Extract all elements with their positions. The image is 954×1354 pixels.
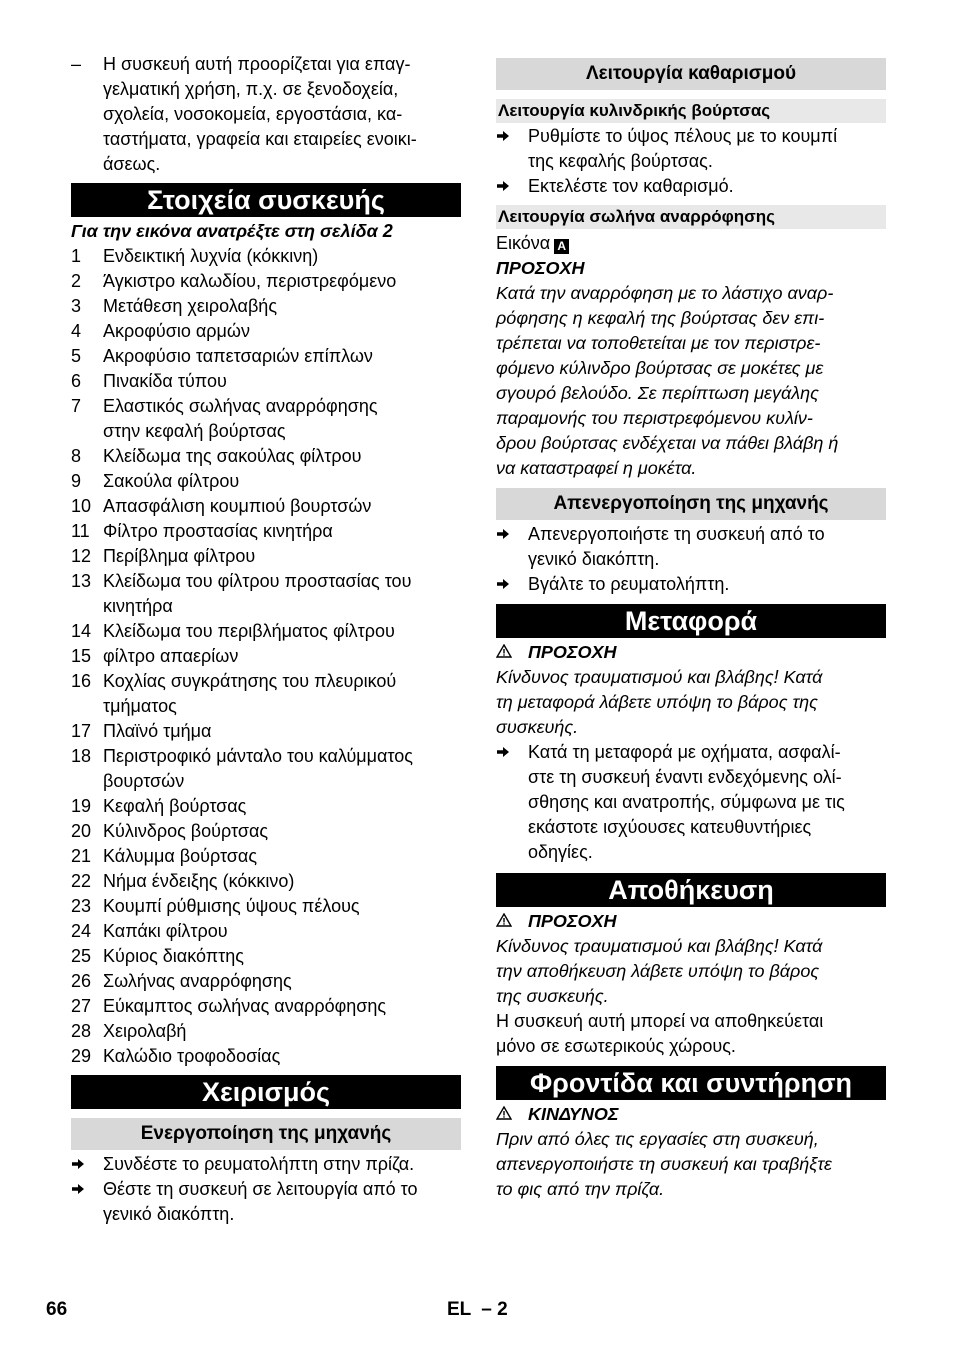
text-line: Κύριος διακόπτης <box>103 946 244 966</box>
item-number: 1 <box>71 246 82 266</box>
parts-list-item <box>71 344 461 369</box>
storage-text <box>496 1009 886 1059</box>
item-label <box>103 919 228 944</box>
dash-bullet: – <box>71 54 82 74</box>
item-label <box>103 519 333 544</box>
text-line: Ρυθμίστε το ύψος πέλους με το κουμπί <box>528 126 838 146</box>
item-number: 11 <box>71 521 90 541</box>
parts-list-item <box>71 919 461 944</box>
item-number: 19 <box>71 796 92 816</box>
subsubsection-title-roller: Λειτουργία κυλινδρικής βούρτσας <box>496 99 886 123</box>
right-arrow-icon <box>496 740 528 865</box>
text-line: ρόφησης η κεφαλή της βούρτσας δεν επι- <box>496 308 825 328</box>
step-item <box>496 740 886 865</box>
right-arrow-icon <box>496 522 528 572</box>
item-label <box>103 544 255 569</box>
start-steps <box>71 1152 461 1227</box>
subsection-title-start: Ενεργοποίηση της μηχανής <box>71 1118 461 1150</box>
item-label <box>103 294 277 319</box>
item-label <box>103 969 292 994</box>
parts-list-item <box>71 894 461 919</box>
item-label <box>103 369 227 394</box>
text-line: να καταστραφεί η μοκέτα. <box>496 458 697 478</box>
parts-list-item <box>71 569 461 619</box>
text-line: Εύκαμπτος σωλήνας αναρρόφησης <box>103 996 387 1016</box>
item-number: 25 <box>71 946 92 966</box>
parts-list-item <box>71 319 461 344</box>
step-item <box>496 124 886 174</box>
text-line: της κεφαλής βούρτσας. <box>528 151 713 171</box>
text-line: Πλαϊνό τμήμα <box>103 721 212 741</box>
text-line: Άγκιστρο καλωδίου, περιστρεφόμενο <box>103 271 397 291</box>
item-number: 15 <box>71 646 92 666</box>
parts-list-item <box>71 519 461 544</box>
care-danger-heading <box>496 1102 886 1127</box>
text-line: Συνδέστε το ρευματολήπτη στην πρίζα. <box>103 1154 415 1174</box>
text-line: Κουμπί ρύθμισης ύψους πέλους <box>103 896 360 916</box>
parts-list-item <box>71 844 461 869</box>
figure-label: Εικόνα <box>496 233 551 253</box>
parts-list-item <box>71 669 461 719</box>
text-line: Πινακίδα τύπου <box>103 371 227 391</box>
right-arrow-icon <box>71 1177 103 1227</box>
parts-list-item <box>71 369 461 394</box>
parts-list-item <box>71 644 461 669</box>
item-label <box>103 619 395 644</box>
text-line: Εκτελέστε τον καθαρισμό. <box>528 176 734 196</box>
text-line: Μετάθεση χειρολαβής <box>103 296 277 316</box>
section-title-transport: Μεταφορά <box>496 604 886 638</box>
item-number: 26 <box>71 971 92 991</box>
right-arrow-icon <box>496 174 528 199</box>
figure-reference: Για την εικόνα ανατρέξτε στη σελίδα 2 <box>71 221 393 241</box>
text-line: εκάστοτε ισχύουσες κατευθυντήριες <box>528 817 812 837</box>
text-line: Χειρολαβή <box>103 1021 187 1041</box>
text-line: τη μεταφορά λάβετε υπόψη το βάρος της <box>496 692 818 712</box>
text-line: Κλείδωμα της σακούλας φίλτρου <box>103 446 362 466</box>
text-line: Κάλυμμα βούρτσας <box>103 846 257 866</box>
item-label <box>103 494 371 519</box>
transport-steps <box>496 740 886 865</box>
parts-list-item <box>71 294 461 319</box>
item-number: 6 <box>71 371 82 391</box>
item-number: 16 <box>71 671 92 691</box>
text-line: Ελαστικός σωλήνας αναρρόφησης <box>103 396 378 416</box>
item-label <box>103 869 294 894</box>
caution-text <box>496 665 886 740</box>
section-title-operation: Χειρισμός <box>71 1075 461 1109</box>
warning-triangle-icon <box>496 640 528 665</box>
intro-text <box>103 52 417 177</box>
parts-list-item <box>71 269 461 294</box>
parts-list-item <box>71 544 461 569</box>
text-line: Κύλινδρος βούρτσας <box>103 821 269 841</box>
caution-label: ΠΡΟΣΟΧΗ <box>528 642 617 662</box>
parts-list-item <box>71 244 461 269</box>
item-label <box>103 469 239 494</box>
item-number: 28 <box>71 1021 92 1041</box>
text-line: Πριν από όλες τις εργασίες στη συσκευή, <box>496 1129 819 1149</box>
text-line: σθησης και ανατροπής, σύμφωνα με τις <box>528 792 845 812</box>
item-number: 5 <box>71 346 82 366</box>
step-item <box>71 1177 461 1227</box>
step-text <box>528 522 825 572</box>
step-text <box>528 174 734 199</box>
right-arrow-icon <box>496 572 528 597</box>
text-line: Κλείδωμα του φίλτρου προστασίας του <box>103 571 412 591</box>
item-number: 20 <box>71 821 92 841</box>
step-text <box>528 740 845 865</box>
text-line: μόνο σε εσωτερικούς χώρους. <box>496 1036 736 1056</box>
caution-label: ΠΡΟΣΟΧΗ <box>496 258 585 278</box>
item-number: 17 <box>71 721 92 741</box>
section-title-elements: Στοιχεία συσκευής <box>71 183 461 217</box>
text-line: τμήματος <box>103 696 177 716</box>
item-number: 29 <box>71 1046 92 1066</box>
text-line: σγουρό βελούδο. Σε περίπτωση μεγάλης <box>496 383 819 403</box>
transport-caution-heading <box>496 640 886 665</box>
parts-list-item <box>71 1044 461 1069</box>
warning-triangle-icon <box>496 1102 528 1127</box>
text-line: συσκευής. <box>496 717 579 737</box>
section-title-care: Φροντίδα και συντήρηση <box>496 1066 886 1100</box>
item-label <box>103 669 396 719</box>
item-label <box>103 269 396 294</box>
parts-list <box>71 244 461 1069</box>
text-line: άσεως. <box>103 154 161 174</box>
text-line: Ακροφύσιο αρμών <box>103 321 250 341</box>
intro-paragraph <box>71 52 461 177</box>
text-line: απενεργοποιήστε τη συσκευή και τραβήξτε <box>496 1154 832 1174</box>
text-line: φίλτρο απαερίων <box>103 646 239 666</box>
text-line: τρέπεται να τοποθετείται με τον περιστρε- <box>496 333 821 353</box>
text-line: Σωλήνας αναρρόφησης <box>103 971 292 991</box>
item-label <box>103 644 238 669</box>
item-label <box>103 994 386 1019</box>
item-label <box>103 744 413 794</box>
item-number: 21 <box>71 846 92 866</box>
text-line: Κίνδυνος τραυματισμού και βλάβης! Κατά <box>496 936 823 956</box>
text-line: Απασφάλιση κουμπιού βουρτσών <box>103 496 372 516</box>
warning-triangle-icon <box>496 909 528 934</box>
footer-page-suffix: 2 <box>497 1299 508 1320</box>
figure-letter-box: A <box>554 239 569 254</box>
danger-text <box>496 1127 886 1202</box>
item-number: 13 <box>71 571 92 591</box>
parts-list-item <box>71 794 461 819</box>
text-line: Απενεργοποιήστε τη συσκευή από το <box>528 524 825 544</box>
figure-line <box>496 231 886 256</box>
section-title-storage: Αποθήκευση <box>496 873 886 907</box>
item-number: 23 <box>71 896 92 916</box>
parts-list-item <box>71 444 461 469</box>
text-line: βουρτσών <box>103 771 185 791</box>
item-label <box>103 719 211 744</box>
text-line: της συσκευής. <box>496 986 609 1006</box>
text-line: γενικό διακόπτη. <box>103 1204 235 1224</box>
caution-label: ΠΡΟΣΟΧΗ <box>528 911 617 931</box>
step-item <box>496 174 886 199</box>
text-line: το φις από την πρίζα. <box>496 1179 665 1199</box>
item-label <box>103 394 378 444</box>
item-label <box>103 944 244 969</box>
text-line: παραμονής του περιστρεφόμενου κυλίν- <box>496 408 813 428</box>
right-arrow-icon <box>71 1152 103 1177</box>
text-line: φόμενο κύλινδρο βούρτσας σε μοκέτες με <box>496 358 824 378</box>
right-arrow-icon <box>496 124 528 174</box>
text-line: Κλείδωμα του περιβλήματος φίλτρου <box>103 621 395 641</box>
step-text <box>528 124 837 174</box>
item-number: 9 <box>71 471 82 491</box>
text-line: ταστήματα, γραφεία και εταιρείες ενοικι- <box>103 129 417 149</box>
parts-list-item <box>71 869 461 894</box>
roller-steps <box>496 124 886 199</box>
item-label <box>103 894 360 919</box>
item-number: 14 <box>71 621 92 641</box>
item-number: 12 <box>71 546 92 566</box>
parts-list-item <box>71 744 461 794</box>
item-label <box>103 444 362 469</box>
parts-list-item <box>71 469 461 494</box>
item-number: 18 <box>71 746 92 766</box>
parts-list-item <box>71 394 461 444</box>
step-item <box>496 572 886 597</box>
text-line: γελματική χρήση, π.χ. σε ξενοδοχεία, <box>103 79 399 99</box>
text-line: Σακούλα φίλτρου <box>103 471 240 491</box>
text-line: Βγάλτε το ρευματολήπτη. <box>528 574 730 594</box>
step-text <box>103 1152 414 1177</box>
item-number: 10 <box>71 496 92 516</box>
text-line: Περίβλημα φίλτρου <box>103 546 256 566</box>
text-line: Νήμα ένδειξης (κόκκινο) <box>103 871 295 891</box>
text-line: την αποθήκευση λάβετε υπόψη το βάρος <box>496 961 820 981</box>
danger-label: ΚΙΝΔΥΝΟΣ <box>528 1104 619 1124</box>
text-line: Θέστε τη συσκευή σε λειτουργία από το <box>103 1179 418 1199</box>
language-code: EL <box>447 1299 471 1320</box>
item-label <box>103 819 268 844</box>
left-column <box>71 52 461 1227</box>
item-number: 7 <box>71 396 82 416</box>
text-line: κινητήρα <box>103 596 173 616</box>
item-label <box>103 244 318 269</box>
footer-code <box>447 1298 508 1322</box>
text-line: οδηγίες. <box>528 842 593 862</box>
step-item <box>496 522 886 572</box>
item-label <box>103 569 411 619</box>
step-text <box>528 572 729 597</box>
item-label <box>103 319 250 344</box>
caution-text <box>496 934 886 1009</box>
item-label <box>103 344 373 369</box>
item-label <box>103 1019 186 1044</box>
item-number: 22 <box>71 871 92 891</box>
parts-list-item <box>71 969 461 994</box>
right-column <box>496 58 886 1202</box>
subsection-title-stop: Απενεργοποίηση της μηχανής <box>496 488 886 520</box>
subsection-title-cleaning: Λειτουργία καθαρισμού <box>496 58 886 90</box>
item-label <box>103 1044 280 1069</box>
text-line: σχολεία, νοσοκομεία, εργοστάσια, κα- <box>103 104 403 124</box>
parts-list-item <box>71 494 461 519</box>
footer-dash: – <box>481 1299 492 1320</box>
stop-steps <box>496 522 886 597</box>
text-line: Η συσκευή αυτή προορίζεται για επαγ- <box>103 54 411 74</box>
item-label <box>103 794 246 819</box>
text-line: Φίλτρο προστασίας κινητήρα <box>103 521 333 541</box>
parts-list-item <box>71 619 461 644</box>
subsubsection-title-hose: Λειτουργία σωλήνα αναρρόφησης <box>496 205 886 229</box>
text-line: Κίνδυνος τραυματισμού και βλάβης! Κατά <box>496 667 823 687</box>
text-line: γενικό διακόπτη. <box>528 549 660 569</box>
item-number: 2 <box>71 271 82 291</box>
item-number: 24 <box>71 921 92 941</box>
page-number: 66 <box>46 1299 68 1320</box>
text-line: Κατά την αναρρόφηση με το λάστιχο αναρ- <box>496 283 834 303</box>
text-line: Καπάκι φίλτρου <box>103 921 228 941</box>
parts-list-item <box>71 944 461 969</box>
item-label <box>103 844 257 869</box>
parts-list-item <box>71 994 461 1019</box>
text-line: Καλώδιο τροφοδοσίας <box>103 1046 281 1066</box>
text-line: Ενδεικτική λυχνία (κόκκινη) <box>103 246 319 266</box>
text-line: δρου βούρτσας ενδέχεται να πάθει βλάβη ή <box>496 433 839 453</box>
text-line: Περιστροφικό μάνταλο του καλύμματος <box>103 746 413 766</box>
text-line: Κατά τη μεταφορά με οχήματα, ασφαλί- <box>528 742 841 762</box>
parts-list-item <box>71 1019 461 1044</box>
caution-text <box>496 281 886 481</box>
text-line: Κοχλίας συγκράτησης του πλευρικού <box>103 671 397 691</box>
item-number: 27 <box>71 996 92 1016</box>
item-number: 8 <box>71 446 82 466</box>
step-text <box>103 1177 418 1227</box>
text-line: Κεφαλή βούρτσας <box>103 796 247 816</box>
text-line: Ακροφύσιο ταπετσαριών επίπλων <box>103 346 373 366</box>
item-number: 4 <box>71 321 82 341</box>
parts-list-item <box>71 819 461 844</box>
text-line: Η συσκευή αυτή μπορεί να αποθηκεύεται <box>496 1011 824 1031</box>
storage-caution-heading <box>496 909 886 934</box>
step-item <box>71 1152 461 1177</box>
text-line: στην κεφαλή βούρτσας <box>103 421 286 441</box>
text-line: στε τη συσκευή έναντι ενδεχόμενης ολί- <box>528 767 842 787</box>
parts-list-item <box>71 719 461 744</box>
item-number: 3 <box>71 296 82 316</box>
